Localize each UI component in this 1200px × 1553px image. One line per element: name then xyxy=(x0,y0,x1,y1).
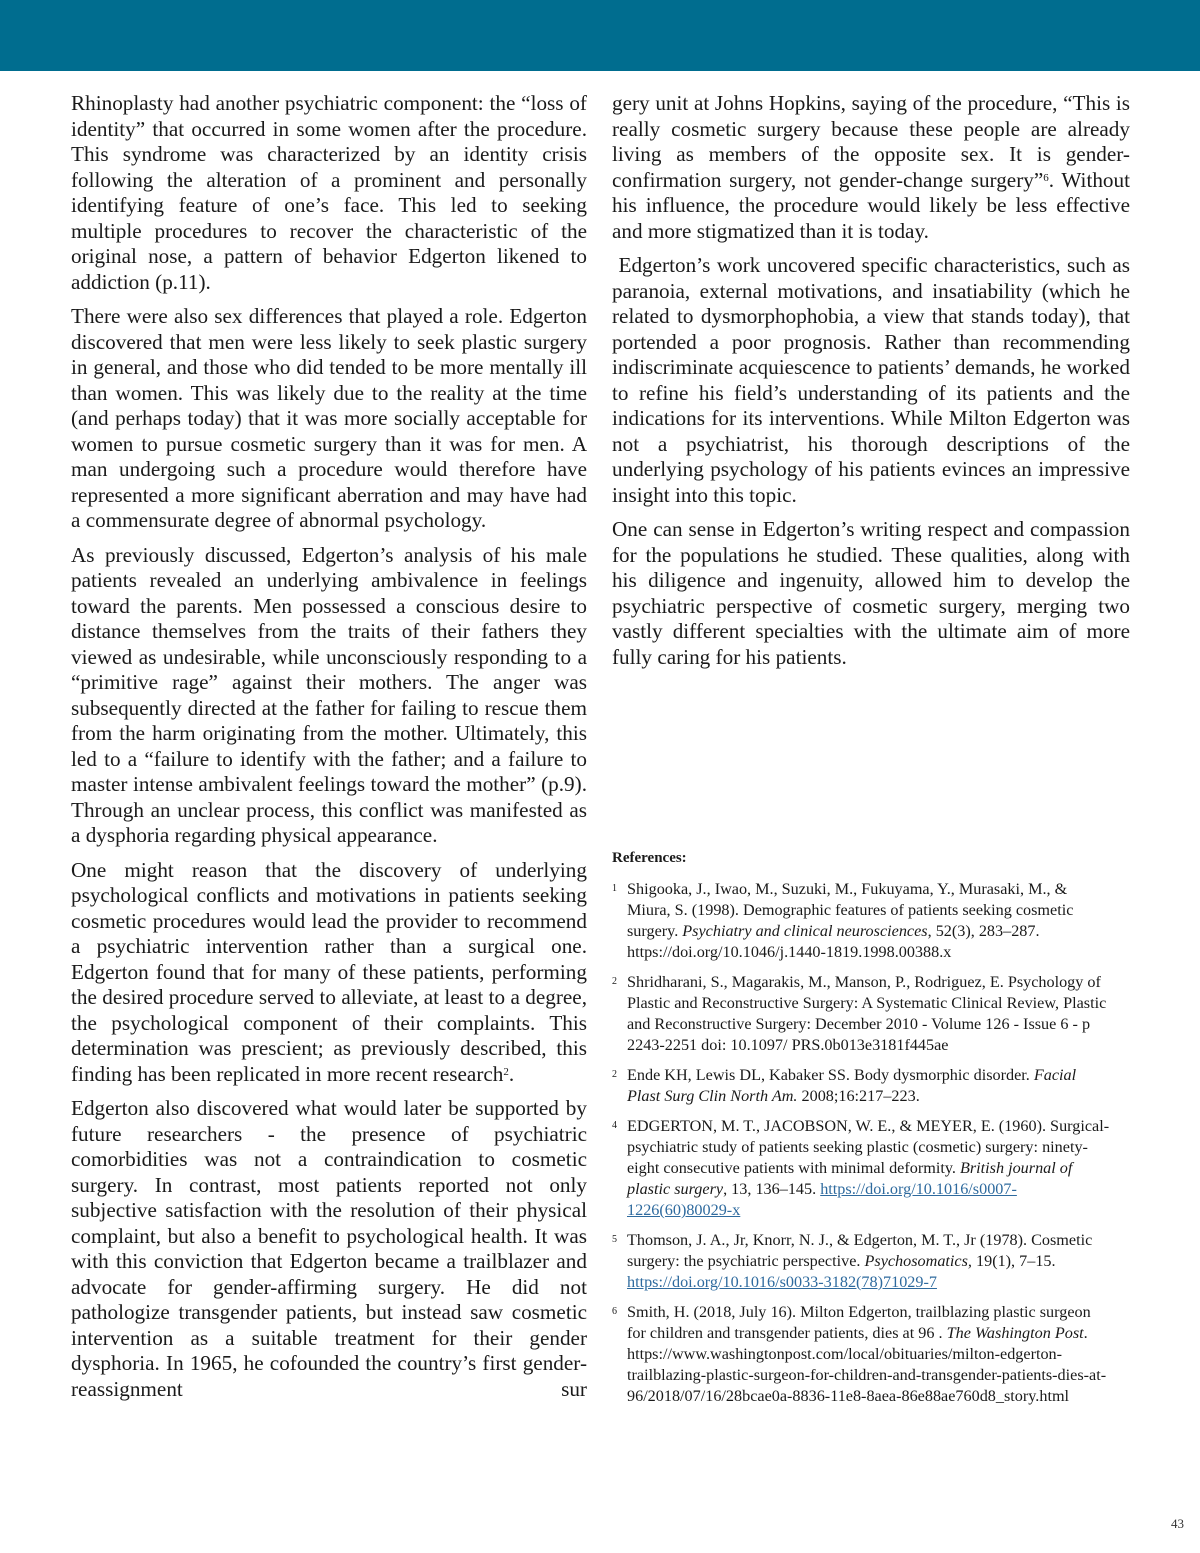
citation-superscript: 2 xyxy=(503,1065,509,1078)
reference-text: 19(1), 7–15. xyxy=(971,1252,1056,1270)
paragraph: Edgerton’s work uncovered specific characteristics, such as paranoia, external motivations, and insatiability (which he related to dysmorphophobia, a view that stands today), that portended a poor prognosis. Rather than recommending indiscriminate acquiescence to patients’ demands, he worked to refine his field’s understanding of its patients and the indications for its interventions. While Milton Edgerton was not a psychiatrist, his thorough descriptions of the underlying psychology of his patients evinces an impressive insight into this topic. xyxy=(612,253,1136,507)
reference-number: 2 xyxy=(612,976,617,987)
reference-text: . https://www.washingtonpost.com/local/obituaries/milton-edgerton-trailblazing-plastic-surgeon-for-children-and-transgender-patients-dies-at-96/2018/07/16/28bcae0a-8836-11e8-8aea-86e88ae760d8_story.html xyxy=(627,1324,1107,1405)
reference-journal: Psychosomatics, xyxy=(864,1252,972,1270)
paragraph xyxy=(612,91,1130,244)
paragraph: One can sense in Edgerton’s writing respect and compassion for the populations he studied. These qualities, along with his diligence and ingenuity, allowed him to develop the psychiatric perspective of cosmetic surgery, merging two vastly different specialties with the ultimate aim of more fully caring for his patients. xyxy=(612,517,1130,669)
paragraph: Rhinoplasty had another psychiatric component: the “loss of identity” that occurred in some women after the procedure. This syndrome was characterized by an identity crisis following the alteration of a prominent and personally identifying feature of one’s face. This led to seeking multiple procedures to recover the characteristic of the original nose, a pattern of behavior Edgerton likened to addiction (p.11). xyxy=(71,91,587,294)
right-column xyxy=(612,91,1136,679)
reference-text: Thomson, J. A., Jr, Knorr, N. J., & Edgerton, M. T., Jr (1978). Cosmetic surgery: the psychiatric perspective. xyxy=(627,1231,1093,1270)
reference-link[interactable]: https://doi.org/10.1016/s0007-1226(60)80029-x xyxy=(627,1180,1017,1219)
reference-number: 1 xyxy=(612,883,617,894)
reference-number: 5 xyxy=(612,1234,617,1245)
paragraph: As previously discussed, Edgerton’s analysis of his male patients revealed an underlying ambivalence in feelings toward the parents. Men possessed a conscious desire to distance themselves from the traits of their fathers they viewed as undesirable, while unconsciously responding to a “primitive rage” against their mothers. The anger was subsequently directed at the father for failing to rescue them from the harm originating from the mother. Ultimately, this led to a “failure to identify with the father; and a failure to master intense ambivalent feelings toward the mother” (p.9). Through an unclear process, this conflict was manifested as a dysphoria regarding physical appearance. xyxy=(71,542,587,847)
reference-link[interactable]: https://doi.org/10.1016/s0033-3182(78)71029-7 xyxy=(627,1273,937,1291)
paragraph-text: . xyxy=(508,1061,515,1086)
reference-journal: British journal of plastic surgery xyxy=(627,1159,1073,1198)
reference-text: Shigooka, J., Iwao, M., Suzuki, M., Fukuyama, Y., Murasaki, M., & Miura, S. (1998). Demographic features of patients seeking cosmetic surgery. xyxy=(627,880,1074,940)
paragraph-text: . Without his influence, the procedure would likely be less effective and more stigmatized than it is today. xyxy=(612,167,1130,243)
paragraph-text: gery unit at Johns Hopkins, saying of the procedure, “This is really cosmetic surgery because these people are already living as members of the opposite sex. It is gender-confirmation surgery, not gender-change surgery” xyxy=(612,91,1130,192)
paragraph: There were also sex differences that played a role. Edgerton discovered that men were less likely to seek plastic surgery in general, and those who did tended to be more mentally ill than women. This was likely due to the reality at the time (and perhaps today) that it was more socially acceptable for women to pursue cosmetic surgery than it was for men. A man undergoing such a procedure would therefore have represented a more significant aberration and may have had a commensurate degree of abnormal psychology. xyxy=(71,304,587,532)
header-bar xyxy=(0,0,1200,71)
reference-text: , 52(3), 283–287. https://doi.org/10.1046/j.1440-1819.1998.00388.x xyxy=(627,922,1040,961)
reference-journal: Psychiatry and clinical neurosciences xyxy=(682,922,928,940)
reference-item xyxy=(612,1116,1110,1221)
reference-item xyxy=(612,1230,1110,1293)
citation-superscript: 6 xyxy=(1043,171,1049,184)
reference-journal: Facial Plast Surg Clin North Am. xyxy=(627,1066,1077,1105)
reference-number: 6 xyxy=(612,1306,617,1317)
page-number: 43 xyxy=(1171,1516,1184,1531)
reference-text: Shridharani, S., Magarakis, M., Manson, P., Rodriguez, E. Psychology of Plastic and Reconstructive Surgery: A Systematic Clinical Review, Plastic and Reconstructive Surgery: December 2010 - Volume 126 - Issue 6 - p 2243-2251 doi: 10.1097/ PRS.0b013e3181f445ae xyxy=(627,973,1107,1054)
reference-item xyxy=(612,972,1110,1056)
reference-item xyxy=(612,1065,1110,1107)
reference-text: Smith, H. (2018, July 16). Milton Edgerton, trailblazing plastic surgeon for children and transgender patients, dies at 96 . xyxy=(627,1303,1091,1342)
references-section xyxy=(612,848,1110,1416)
paragraph: Edgerton also discovered what would later be supported by future researchers - the presence of psychiatric comorbidities was not a contraindication to cosmetic surgery. In contrast, most patients reported not only subjective satisfaction with the resolution of their physical complaint, but also a benefit to psychological health. It was with this conviction that Edgerton became a trailblazer and advocate for gender-affirming surgery. He did not pathologize transgender patients, but instead saw cosmetic intervention as a suitable treatment for their gender dysphoria. In 1965, he cofounded the country’s first gender-reassignment sur xyxy=(71,1096,587,1401)
paragraph xyxy=(71,858,587,1088)
reference-text: Ende KH, Lewis DL, Kabaker SS. Body dysmorphic disorder. xyxy=(627,1066,1034,1084)
reference-text: 2008;16:217–223. xyxy=(797,1087,920,1105)
reference-item xyxy=(612,879,1110,963)
reference-text: , 13, 136–145. xyxy=(723,1180,821,1198)
reference-number: 4 xyxy=(612,1120,617,1131)
left-column xyxy=(71,91,587,1411)
reference-journal: The Washington Post xyxy=(946,1324,1084,1342)
reference-number: 2 xyxy=(612,1069,617,1080)
references-title: References: xyxy=(612,850,687,866)
reference-item xyxy=(612,1302,1110,1407)
reference-text: EDGERTON, M. T., JACOBSON, W. E., & MEYER, E. (1960). Surgical-psychiatric study of patients seeking plastic (cosmetic) surgery: ninety-eight consecutive patients with minimal deformity. xyxy=(627,1117,1110,1177)
paragraph-text: One might reason that the discovery of underlying psychological conflicts and motivations in patients seeking cosmetic procedures would lead the provider to recommend a psychiatric intervention rather than a surgical one. Edgerton found that for many of these patients, performing the desired procedure served to alleviate, at least to a degree, the psychological component of their complaints. This determination was prescient; as previously described, this finding has been replicated in more recent research xyxy=(71,857,587,1086)
